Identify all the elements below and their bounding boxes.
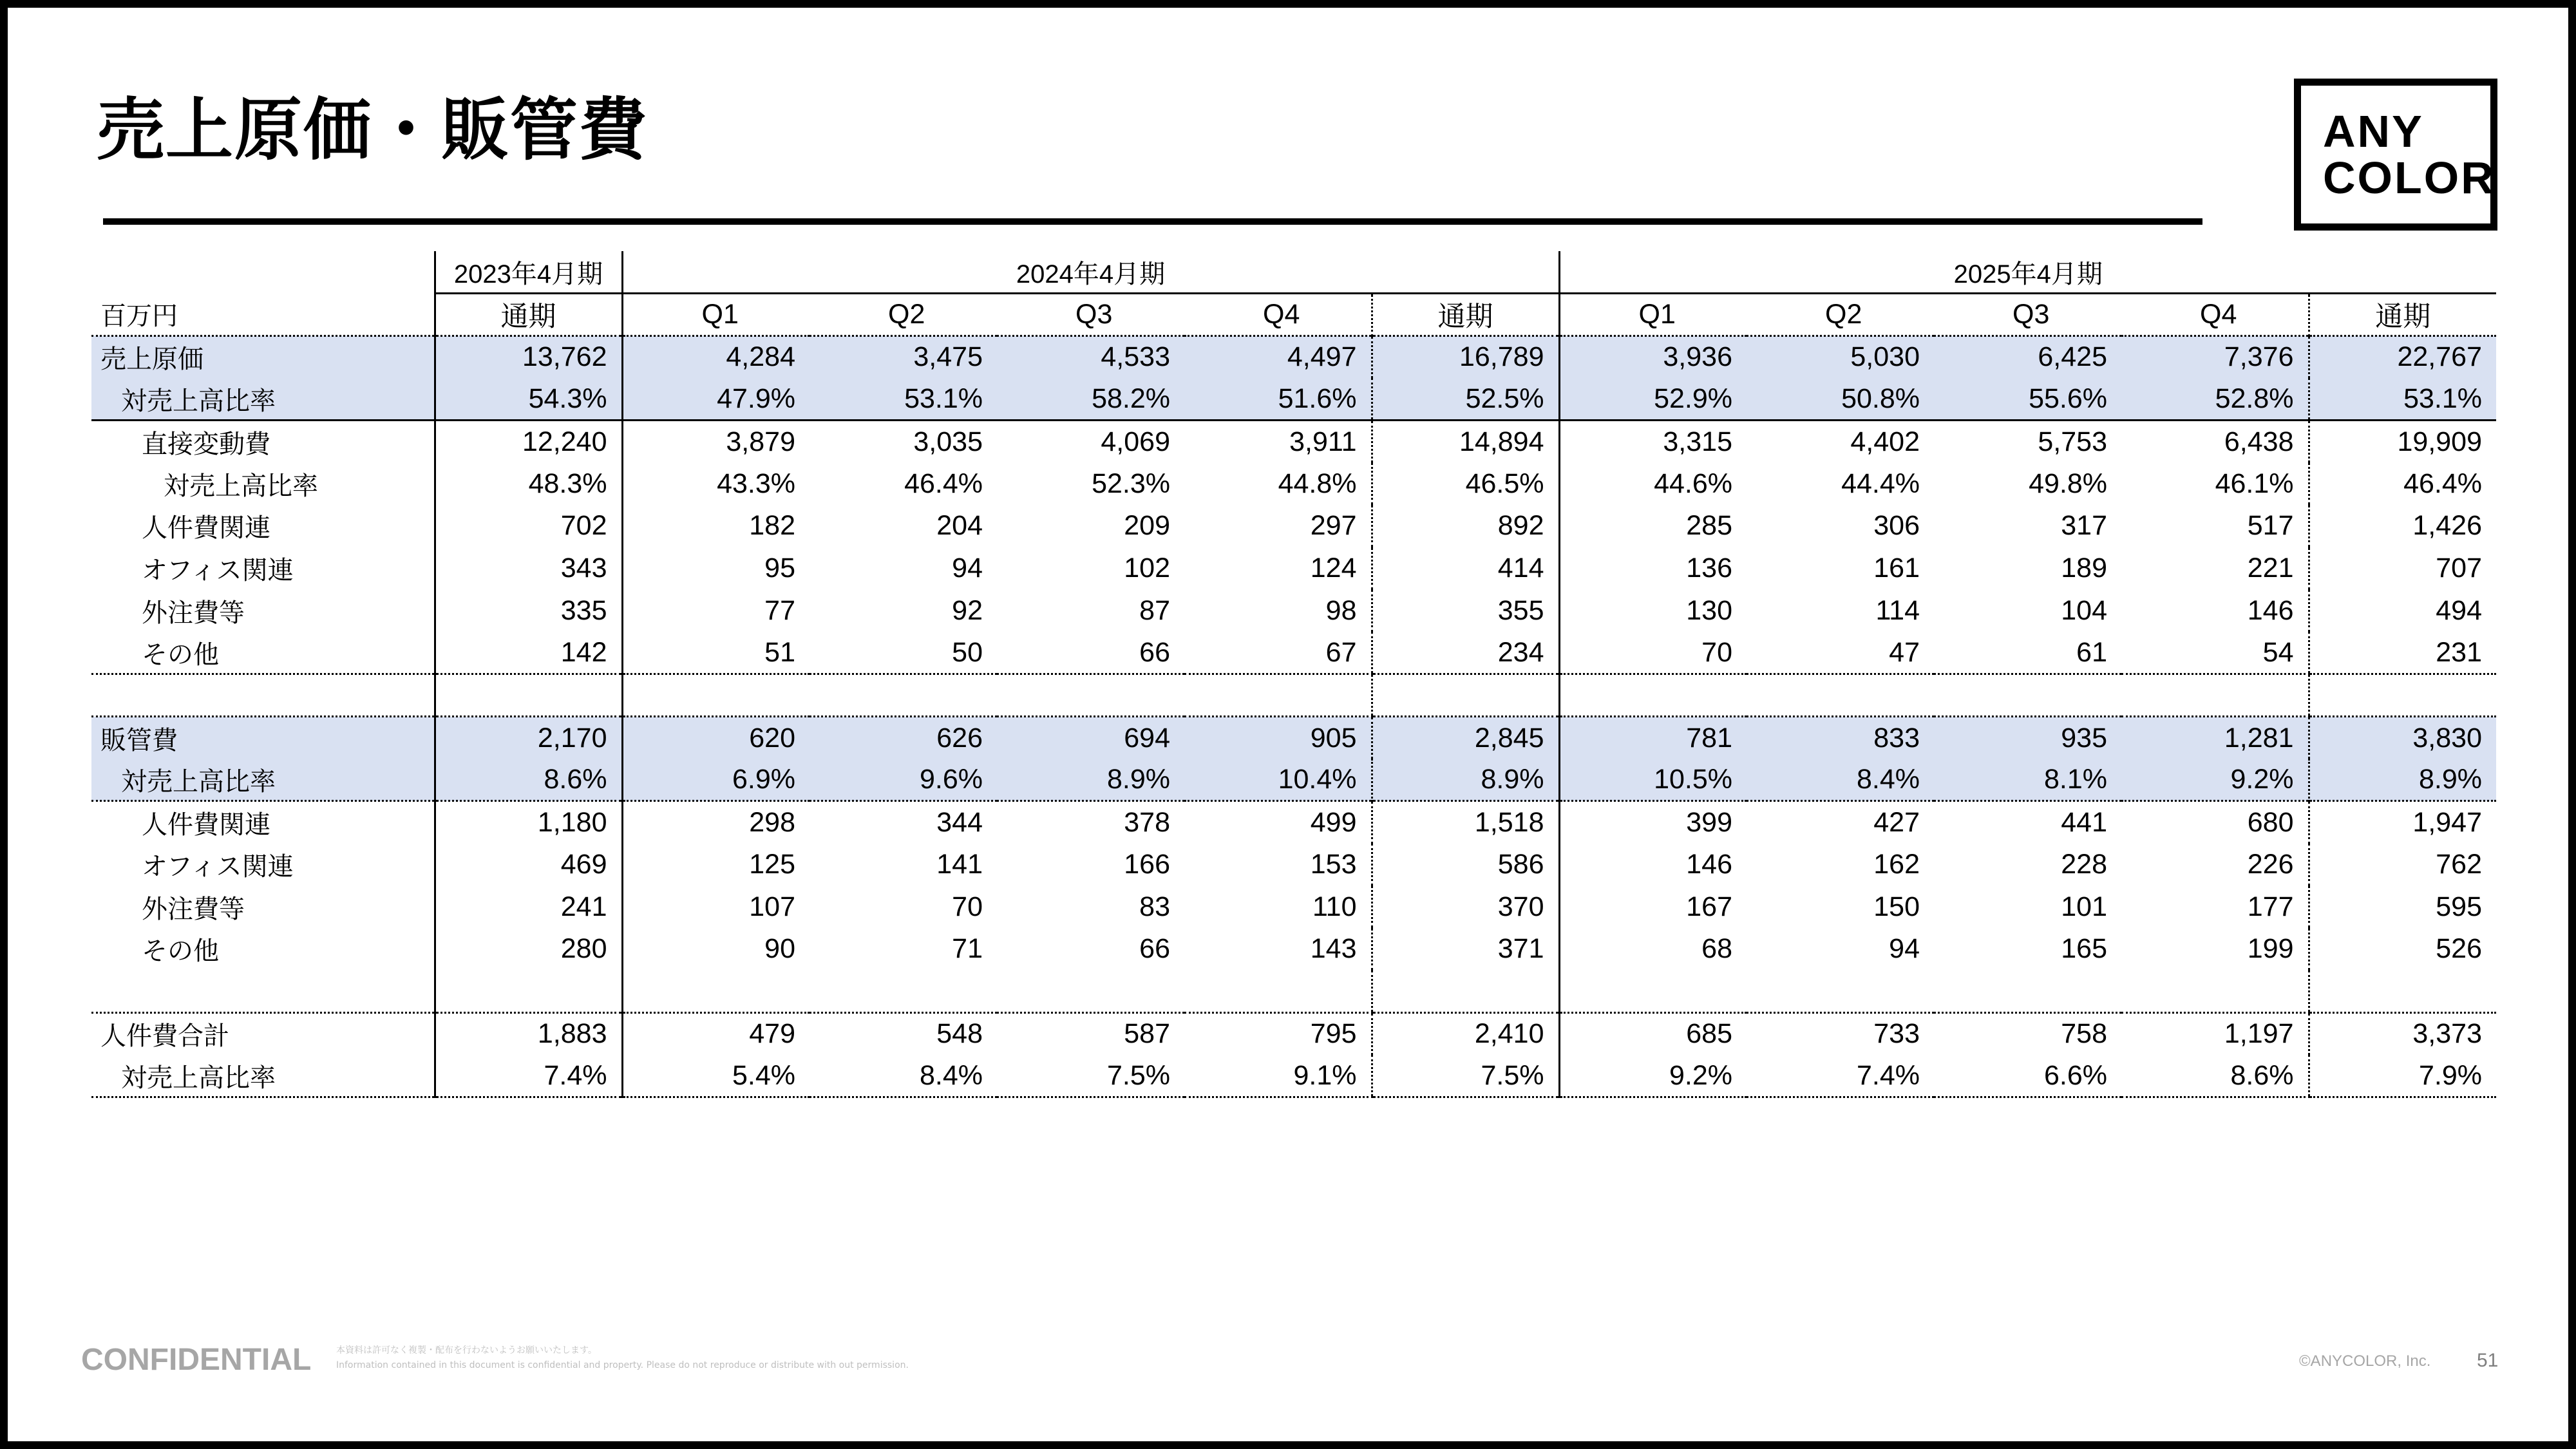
table-cell: 52.8% (2121, 378, 2309, 421)
row-label: 対売上高比率 (91, 1055, 435, 1097)
table-cell: 50.8% (1747, 378, 1934, 421)
table-cell: 9.2% (2121, 759, 2309, 801)
table-cell: 102 (1124, 553, 1170, 584)
table-cell: 44.6% (1559, 462, 1747, 505)
table-cell: 46.4% (904, 468, 983, 499)
table-cell: 7.4% (1747, 1055, 1934, 1097)
table-cell: 124 (1310, 553, 1357, 584)
table-cell: 8.9% (997, 759, 1184, 801)
table-cell: 298 (622, 801, 810, 844)
table-cell: 107 (622, 886, 810, 928)
table-cell: 3,373 (2309, 1012, 2496, 1055)
logo-line-1: ANY (2323, 106, 2424, 156)
table-cell: 6,425 (1934, 336, 2121, 378)
row-label: 売上原価 (91, 336, 435, 378)
copyright: ©ANYCOLOR, Inc. (2299, 1352, 2431, 1370)
table-cell: 241 (435, 886, 622, 928)
spacer-cell (810, 971, 997, 1013)
spacer-cell (997, 674, 1184, 717)
table-cell: 95 (622, 547, 810, 590)
table-cell: 70 (1559, 632, 1747, 674)
table-cell: 1,180 (435, 801, 622, 844)
table-cell: 1,281 (2121, 717, 2309, 759)
table-cell: 77 (622, 590, 810, 632)
table-cell: 46.4% (2309, 462, 2496, 505)
table-cell: 586 (1372, 844, 1559, 886)
table-cell: 51 (622, 632, 810, 674)
table-cell: 595 (2309, 886, 2496, 928)
table-cell: 280 (435, 928, 622, 971)
row-label: 対売上高比率 (91, 378, 435, 421)
table-cell: 733 (1873, 1018, 1920, 1050)
table-cell: 51.6% (1184, 378, 1372, 421)
year-header-fy2024: 2024年4月期 (622, 251, 1559, 294)
table-cell: 125 (622, 844, 810, 886)
table-cell: 626 (810, 717, 997, 759)
period-header: 通期 (435, 294, 622, 336)
table-cell: 66 (997, 632, 1184, 674)
spacer-cell (435, 674, 622, 717)
spacer-cell (1934, 971, 2121, 1013)
table-cell: 92 (952, 594, 983, 626)
period-header: Q4 (1263, 299, 1300, 330)
spacer-row (91, 971, 2496, 1013)
table-cell: 441 (1934, 801, 2121, 844)
table-cell: 3,315 (1559, 421, 1747, 463)
table-cell: 101 (2061, 891, 2107, 922)
table-cell: 43.3% (622, 462, 810, 505)
table-cell: 4,533 (997, 336, 1184, 378)
spacer-cell (1184, 674, 1372, 717)
table-cell: 469 (435, 844, 622, 886)
table-cell: 702 (435, 505, 622, 547)
table-cell: 49.8% (2029, 468, 2107, 499)
table-cell: 494 (2309, 590, 2496, 632)
anycolor-logo (2294, 79, 2497, 231)
table-cell: 3,879 (622, 421, 810, 463)
table-cell: 53.1% (2309, 378, 2496, 421)
spacer-cell (435, 971, 622, 1013)
row-label: 人件費関連 (142, 513, 270, 544)
year-header-row (91, 251, 2496, 294)
table-cell: 52.5% (1372, 378, 1559, 421)
footer-note-en: Information contained in this document is confidential and property. Please do not reproduce or distribute with out permission. (336, 1360, 909, 1370)
spacer-cell (997, 971, 1184, 1013)
table-cell: 47 (1747, 632, 1934, 674)
table-cell: 52.3% (1092, 468, 1170, 499)
spacer-cell (622, 971, 810, 1013)
period-header: Q3 (1075, 299, 1113, 330)
cost-table (91, 251, 2496, 1098)
table-row (91, 717, 2496, 759)
table-cell: 762 (2309, 844, 2496, 886)
table-cell: 10.4% (1184, 759, 1372, 801)
table-cell: 8.9% (1372, 759, 1559, 801)
table-cell: 90 (622, 928, 810, 971)
table-cell: 8.4% (1747, 759, 1934, 801)
table-cell: 16,789 (1372, 336, 1559, 378)
spacer-cell (91, 674, 435, 717)
table-cell: 87 (1139, 594, 1170, 626)
table-cell: 479 (622, 1012, 810, 1055)
table-row (91, 547, 2496, 590)
table-cell: 5,030 (1747, 336, 1934, 378)
period-header: Q1 (1559, 294, 1747, 336)
table-cell: 285 (1559, 505, 1747, 547)
spacer-cell (2309, 971, 2496, 1013)
footer-note-jp: 本資料は許可なく複製・配布を行わないようお願いいたします。 (336, 1345, 597, 1356)
table-cell: 114 (1875, 594, 1920, 626)
table-cell: 54.3% (435, 378, 622, 421)
table-cell: 234 (1372, 632, 1559, 674)
table-cell: 399 (1559, 801, 1747, 844)
page-number: 51 (2477, 1350, 2499, 1371)
table-cell: 892 (1372, 505, 1559, 547)
table-cell: 317 (2061, 510, 2107, 542)
table-cell: 46.1% (2215, 468, 2294, 499)
table-cell: 685 (1559, 1012, 1747, 1055)
spacer-cell (1184, 971, 1372, 1013)
table-cell: 306 (1873, 510, 1920, 542)
table-row (91, 759, 2496, 801)
spacer-cell (1372, 971, 1559, 1013)
table-row (91, 336, 2496, 378)
title-underline (103, 218, 2202, 225)
table-cell: 221 (2247, 553, 2294, 584)
table-cell: 153 (1310, 848, 1357, 880)
table-cell: 146 (1559, 844, 1747, 886)
table-cell: 19,909 (2309, 421, 2496, 463)
page-title: 売上原価・販管費 (97, 91, 649, 169)
table-cell: 162 (1873, 848, 1920, 880)
table-cell: 44.4% (1841, 468, 1920, 499)
spacer-cell (1372, 674, 1559, 717)
table-cell: 378 (997, 801, 1184, 844)
table-cell: 3,911 (1184, 421, 1372, 463)
confidential-label: CONFIDENTIAL (81, 1343, 312, 1377)
row-label: オフィス関連 (142, 851, 294, 882)
table-cell: 335 (435, 590, 622, 632)
table-cell: 182 (622, 505, 810, 547)
table-cell: 5.4% (622, 1055, 810, 1097)
table-cell: 414 (1372, 547, 1559, 590)
table-cell: 55.6% (1934, 378, 2121, 421)
table-cell: 54 (2121, 632, 2309, 674)
table-cell: 795 (1310, 1018, 1357, 1050)
table-cell: 83 (1139, 891, 1170, 922)
table-cell: 50 (810, 632, 997, 674)
table-row (91, 462, 2496, 505)
period-header: 通期 (1372, 294, 1559, 336)
spacer-cell (2309, 674, 2496, 717)
table-cell: 199 (2247, 933, 2294, 965)
spacer-cell (2121, 971, 2309, 1013)
table-cell: 98 (1325, 594, 1357, 626)
table-cell: 12,240 (435, 421, 622, 463)
table-row (91, 1012, 2496, 1055)
table-cell: 517 (2247, 510, 2294, 542)
table-cell: 2,845 (1372, 717, 1559, 759)
table-cell: 8.1% (1934, 759, 2121, 801)
period-header: Q3 (2012, 299, 2050, 330)
header-blank (91, 251, 435, 294)
table-cell: 14,894 (1372, 421, 1559, 463)
table-cell: 427 (1747, 801, 1934, 844)
spacer-cell (1747, 674, 1934, 717)
table-cell: 130 (1559, 590, 1747, 632)
table-cell: 8.4% (810, 1055, 997, 1097)
table-cell: 905 (1184, 717, 1372, 759)
table-cell: 587 (1124, 1018, 1170, 1050)
table-cell: 3,035 (810, 421, 997, 463)
table-row (91, 505, 2496, 547)
table-cell: 231 (2309, 632, 2496, 674)
table-cell: 3,936 (1559, 336, 1747, 378)
year-header-fy2023: 2023年4月期 (435, 251, 622, 294)
table-cell: 7.4% (435, 1055, 622, 1097)
table-cell: 70 (952, 891, 983, 922)
spacer-cell (91, 971, 435, 1013)
table-row (91, 378, 2496, 421)
row-label: 人件費合計 (100, 1021, 229, 1052)
table-cell: 71 (952, 933, 983, 965)
row-label: 直接変動費 (91, 421, 435, 463)
table-cell: 146 (2247, 594, 2294, 626)
table-cell: 499 (1184, 801, 1372, 844)
table-row (91, 590, 2496, 632)
table-cell: 9.6% (810, 759, 997, 801)
table-cell: 7.5% (997, 1055, 1184, 1097)
table-cell: 8.6% (435, 759, 622, 801)
table-cell: 110 (1312, 891, 1357, 922)
row-label: その他 (91, 632, 435, 674)
row-label: その他 (142, 936, 219, 967)
table-cell: 707 (2309, 547, 2496, 590)
table-cell: 833 (1747, 717, 1934, 759)
table-cell: 47.9% (622, 378, 810, 421)
table-cell: 935 (1934, 717, 2121, 759)
table-cell: 58.2% (997, 378, 1184, 421)
table-row (91, 844, 2496, 886)
table-cell: 189 (2061, 553, 2107, 584)
table-cell: 620 (622, 717, 810, 759)
spacer-row (91, 674, 2496, 717)
table-cell: 9.2% (1559, 1055, 1747, 1097)
table-cell: 344 (810, 801, 997, 844)
spacer-cell (1559, 674, 1747, 717)
table-cell: 4,497 (1184, 336, 1372, 378)
table-cell: 9.1% (1184, 1055, 1372, 1097)
table-row (91, 421, 2496, 463)
spacer-cell (1747, 971, 1934, 1013)
table-row (91, 632, 2496, 674)
table-cell: 355 (1372, 590, 1559, 632)
table-cell: 3,830 (2309, 717, 2496, 759)
table-cell: 6.6% (1934, 1055, 2121, 1097)
table-row (91, 1055, 2496, 1097)
period-header: Q2 (888, 299, 925, 330)
table-row (91, 886, 2496, 928)
table-cell: 7.5% (1372, 1055, 1559, 1097)
spacer-cell (1559, 971, 1747, 1013)
spacer-cell (1934, 674, 2121, 717)
row-label: 対売上高比率 (164, 471, 318, 501)
table-cell: 46.5% (1372, 462, 1559, 505)
table-cell: 228 (2061, 848, 2107, 880)
table-cell: 204 (936, 510, 983, 542)
period-header-row (91, 294, 2496, 336)
row-label: 販管費 (91, 717, 435, 759)
spacer-cell (2121, 674, 2309, 717)
table-cell: 1,426 (2309, 505, 2496, 547)
table-cell: 166 (1124, 848, 1170, 880)
table-cell: 680 (2121, 801, 2309, 844)
row-label: 外注費等 (142, 598, 245, 628)
table-cell: 104 (2061, 594, 2107, 626)
table-cell: 53.1% (810, 378, 997, 421)
table-cell: 177 (2247, 891, 2294, 922)
table-cell: 94 (1889, 933, 1920, 965)
table-cell: 3,475 (810, 336, 997, 378)
spacer-cell (810, 674, 997, 717)
table-cell: 141 (936, 848, 983, 880)
table-cell: 548 (936, 1018, 983, 1050)
table-cell: 167 (1559, 886, 1747, 928)
logo-line-2: COLOR (2323, 153, 2496, 203)
table-cell: 5,753 (1934, 421, 2121, 463)
table-cell: 4,069 (997, 421, 1184, 463)
table-cell: 2,170 (435, 717, 622, 759)
table-cell: 67 (1184, 632, 1372, 674)
table-cell: 371 (1372, 928, 1559, 971)
table-cell: 297 (1310, 510, 1357, 542)
table-cell: 48.3% (435, 462, 622, 505)
table-cell: 526 (2309, 928, 2496, 971)
table-cell: 370 (1372, 886, 1559, 928)
spacer-cell (622, 674, 810, 717)
table-cell: 136 (1559, 547, 1747, 590)
table-cell: 61 (1934, 632, 2121, 674)
table-cell: 165 (2061, 933, 2107, 965)
row-label: 人件費関連 (91, 801, 435, 844)
year-header-fy2025: 2025年4月期 (1559, 251, 2496, 294)
table-cell: 781 (1559, 717, 1747, 759)
table-cell: 6,438 (2121, 421, 2309, 463)
table-cell: 13,762 (435, 336, 622, 378)
table-cell: 150 (1873, 891, 1920, 922)
table-cell: 44.8% (1278, 468, 1357, 499)
table-cell: 343 (435, 547, 622, 590)
table-cell: 52.9% (1559, 378, 1747, 421)
table-cell: 694 (997, 717, 1184, 759)
table-cell: 142 (435, 632, 622, 674)
table-cell: 1,197 (2224, 1018, 2294, 1050)
unit-label: 百万円 (100, 301, 178, 332)
table-cell: 4,402 (1747, 421, 1934, 463)
period-header: Q2 (1825, 299, 1862, 330)
table-cell: 161 (1873, 553, 1920, 584)
table-cell: 1,518 (1372, 801, 1559, 844)
table-cell: 7.9% (2309, 1055, 2496, 1097)
table-cell: 7,376 (2121, 336, 2309, 378)
table-cell: 143 (1310, 933, 1357, 965)
table-cell: 6.9% (622, 759, 810, 801)
table-cell: 94 (952, 553, 983, 584)
period-header: 通期 (2309, 294, 2496, 336)
table-cell: 66 (1139, 933, 1170, 965)
table-cell: 4,284 (622, 336, 810, 378)
table-row (91, 928, 2496, 971)
table-cell: 1,947 (2309, 801, 2496, 844)
table-cell: 2,410 (1372, 1012, 1559, 1055)
table-cell: 758 (2061, 1018, 2107, 1050)
table-cell: 8.9% (2309, 759, 2496, 801)
row-label: 外注費等 (142, 894, 245, 924)
period-header: Q4 (2200, 299, 2237, 330)
table-cell: 209 (1124, 510, 1170, 542)
row-label: オフィス関連 (142, 556, 294, 586)
table-cell: 22,767 (2309, 336, 2496, 378)
table-cell: 10.5% (1559, 759, 1747, 801)
table-cell: 1,883 (435, 1012, 622, 1055)
table-row (91, 801, 2496, 844)
table-cell: 226 (2247, 848, 2294, 880)
table-cell: 68 (1559, 928, 1747, 971)
table-cell: 8.6% (2121, 1055, 2309, 1097)
row-label: 対売上高比率 (91, 759, 435, 801)
period-header: Q1 (622, 294, 810, 336)
